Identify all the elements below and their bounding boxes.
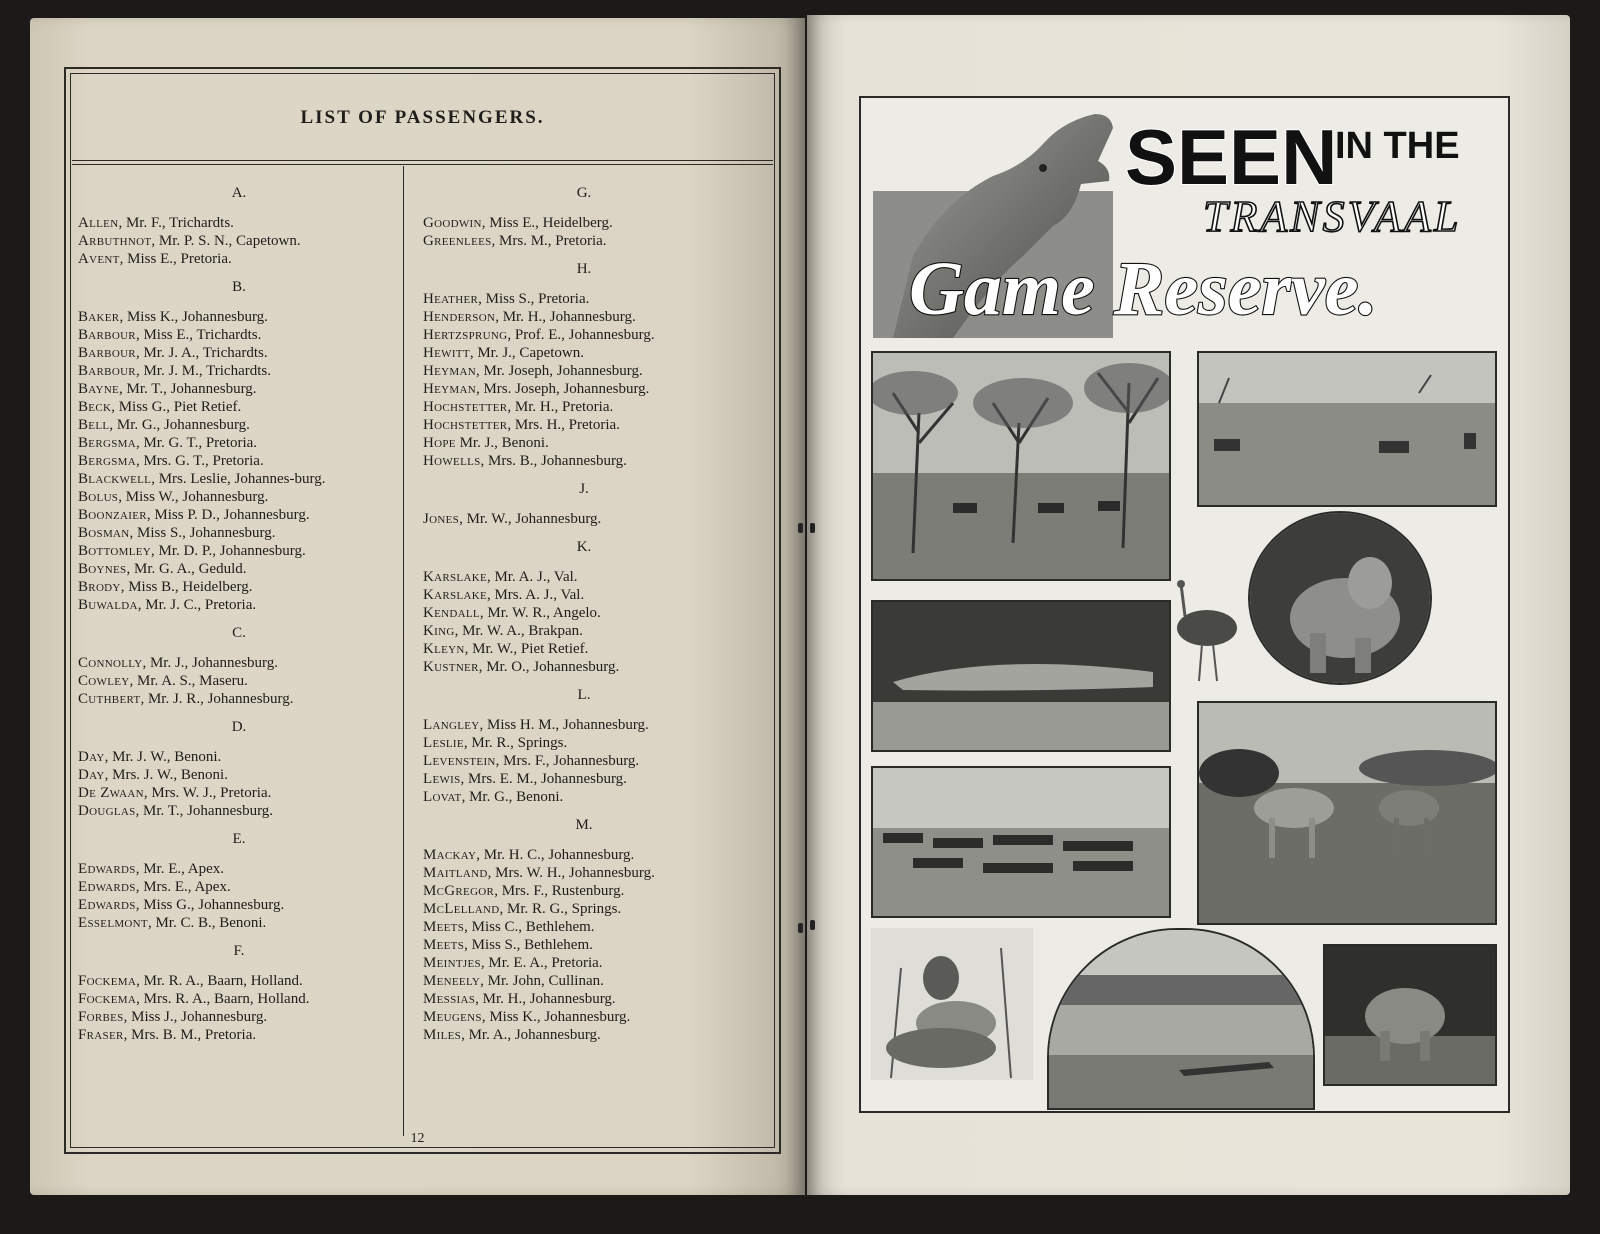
passenger-entry <box>78 560 400 578</box>
passenger-entry <box>423 214 745 232</box>
passenger-entry <box>423 882 745 900</box>
passenger-details: , Miss W., Johannesburg. <box>118 489 269 505</box>
game-reserve-frame <box>859 96 1510 1113</box>
passenger-surname: Barbour <box>78 327 136 343</box>
passenger-details: , Miss P. D., Johannesburg. <box>146 507 310 523</box>
title-in-the: IN THE <box>1335 125 1460 167</box>
passenger-details: , Mr. R. G., Springs. <box>499 901 622 917</box>
letter-group <box>423 184 745 250</box>
passenger-entry <box>423 900 745 918</box>
passenger-surname: Howells <box>423 453 481 469</box>
passenger-surname: Heyman <box>423 381 476 397</box>
passenger-surname: Kendall <box>423 605 480 621</box>
passenger-entry <box>423 990 745 1008</box>
passenger-details: , Miss K., Johannesburg. <box>119 309 268 325</box>
binding-staple <box>798 923 803 933</box>
photo-elephant <box>1323 944 1497 1086</box>
passenger-entry <box>78 990 400 1008</box>
passenger-entry <box>78 748 400 766</box>
passenger-details: , Mr. O., Johannesburg. <box>478 659 620 675</box>
passenger-details: , Mrs. R. A., Baarn, Holland. <box>136 991 310 1007</box>
letter-group <box>78 624 400 708</box>
passenger-surname: Boynes <box>78 561 127 577</box>
photo-zebras <box>1197 351 1497 507</box>
passenger-entry <box>423 864 745 882</box>
passenger-entry <box>78 452 400 470</box>
passenger-entry <box>423 232 745 250</box>
passenger-surname: Leslie <box>423 735 464 751</box>
passenger-surname: Hope <box>423 435 456 451</box>
letter-group <box>423 480 745 528</box>
hippo-eye <box>1039 164 1047 172</box>
passenger-entry <box>78 766 400 784</box>
page-number: 12 <box>410 1131 425 1146</box>
passenger-entry <box>78 250 400 268</box>
passenger-entry <box>423 622 745 640</box>
passenger-entry <box>78 362 400 380</box>
passenger-details: , Mr. P. S. N., Capetown. <box>151 233 301 249</box>
passenger-details: , Mr. C. B., Benoni. <box>147 915 267 931</box>
letter-heading: J. <box>579 481 589 497</box>
passenger-surname: Kleyn <box>423 641 465 657</box>
passenger-surname: Connolly <box>78 655 143 671</box>
passenger-details: , Miss E., Heidelberg. <box>481 215 613 231</box>
passenger-details: , Mrs. B., Johannesburg. <box>480 453 627 469</box>
passenger-details: , Mr. H., Pretoria. <box>507 399 614 415</box>
passenger-surname: Bolus <box>78 489 119 505</box>
letter-group <box>423 260 745 470</box>
passenger-details: , Miss H. M., Johannesburg. <box>479 717 649 733</box>
passenger-details: , Mrs. G. T., Pretoria. <box>135 453 264 469</box>
passenger-surname: Barbour <box>78 345 136 361</box>
passenger-surname: Lovat <box>423 789 462 805</box>
letter-heading: B. <box>232 279 246 295</box>
passenger-surname: Baker <box>78 309 120 325</box>
letter-heading: E. <box>232 831 246 847</box>
passenger-surname: Day <box>78 749 105 765</box>
letter-heading: F. <box>233 943 245 959</box>
passenger-entry <box>423 788 745 806</box>
passenger-details: , Miss S., Pretoria. <box>478 291 590 307</box>
binding-staple <box>810 920 815 930</box>
passenger-entry <box>423 452 745 470</box>
passenger-entry <box>78 542 400 560</box>
passenger-column-right <box>423 174 745 1054</box>
passenger-entry <box>78 690 400 708</box>
passenger-surname: Meneely <box>423 973 481 989</box>
left-page <box>30 18 805 1195</box>
passenger-details: , Miss C., Bethlehem. <box>464 919 595 935</box>
photo-lions <box>871 928 1033 1080</box>
passenger-details: , Mrs. Joseph, Johannesburg. <box>475 381 650 397</box>
passenger-details: , Mr. A. S., Maseru. <box>129 673 248 689</box>
photo-wildebeest-trees <box>871 351 1171 581</box>
title-seen: SEEN <box>1125 113 1338 201</box>
passenger-entry <box>78 1008 400 1026</box>
passenger-entry <box>423 954 745 972</box>
passenger-surname: Cowley <box>78 673 130 689</box>
letter-group <box>423 686 745 806</box>
letter-heading: H. <box>576 261 592 277</box>
passenger-surname: Meets <box>423 919 465 935</box>
passenger-entry <box>78 672 400 690</box>
passenger-details: , Mrs. M., Pretoria. <box>491 233 607 249</box>
passenger-surname: Barbour <box>78 363 136 379</box>
photo-ostrich <box>1167 576 1245 686</box>
passenger-details: , Mrs. F., Johannesburg. <box>495 753 640 769</box>
passenger-details: , Prof. E., Johannesburg. <box>507 327 655 343</box>
passenger-details: , Mrs. Leslie, Johannes-burg. <box>151 471 326 487</box>
passenger-details: , Mr. J. C., Pretoria. <box>137 597 257 613</box>
letter-group <box>423 538 745 676</box>
passenger-surname: McGregor <box>423 883 495 899</box>
passenger-details: , Mr. H., Johannesburg. <box>495 309 636 325</box>
passenger-details: , Mr. A. J., Val. <box>486 569 578 585</box>
passenger-entry <box>78 972 400 990</box>
passenger-entry <box>78 470 400 488</box>
column-divider <box>403 166 404 1136</box>
passenger-surname: Allen <box>78 215 119 231</box>
passenger-details: , Mrs. B. M., Pretoria. <box>123 1027 257 1043</box>
passenger-surname: Miles <box>423 1027 462 1043</box>
passenger-surname: Messias <box>423 991 476 1007</box>
binding-staple <box>798 523 803 533</box>
passenger-details: , Mrs. E., Apex. <box>135 879 231 895</box>
passenger-details: , Miss S., Bethlehem. <box>464 937 593 953</box>
letter-heading: D. <box>231 719 247 735</box>
photo-eland <box>1197 701 1497 925</box>
passenger-surname: McLelland <box>423 901 500 917</box>
passenger-surname: Bergsma <box>78 435 136 451</box>
passenger-details: , Mr. T., Johannesburg. <box>119 381 257 397</box>
passenger-details: , Miss K., Johannesburg. <box>481 1009 631 1025</box>
passenger-details: , Miss B., Heidelberg. <box>120 579 253 595</box>
passenger-surname: Edwards <box>78 897 136 913</box>
passenger-entry <box>423 568 745 586</box>
passenger-entry <box>78 784 400 802</box>
letter-group <box>78 942 400 1044</box>
passenger-entry <box>78 488 400 506</box>
passenger-details: , Miss G., Piet Retief. <box>111 399 242 415</box>
passenger-details: , Mrs. J. W., Benoni. <box>104 767 228 783</box>
passenger-surname: Karslake <box>423 587 487 603</box>
passenger-details: , Mr. T., Johannesburg. <box>135 803 274 819</box>
passenger-surname: Esselmont <box>78 915 148 931</box>
letter-heading: M. <box>575 817 593 833</box>
passenger-entry <box>423 734 745 752</box>
right-page <box>807 15 1570 1195</box>
passenger-surname: Langley <box>423 717 480 733</box>
passenger-details: , Mr. D. P., Johannesburg. <box>151 543 306 559</box>
passenger-entry <box>78 524 400 542</box>
page-title: LIST OF PASSENGERS. <box>300 107 545 128</box>
passenger-details: , Mr. A., Johannesburg. <box>461 1027 601 1043</box>
passenger-surname: Edwards <box>78 861 136 877</box>
passenger-entry <box>423 416 745 434</box>
passenger-surname: Fockema <box>78 991 137 1007</box>
passenger-entry <box>78 802 400 820</box>
passenger-surname: Hochstetter <box>423 417 508 433</box>
passenger-surname: Levenstein <box>423 753 496 769</box>
passenger-entry <box>423 586 745 604</box>
binding-staple <box>810 523 815 533</box>
passenger-details: , Miss J., Johannesburg. <box>123 1009 268 1025</box>
passenger-surname: Blackwell <box>78 471 152 487</box>
passenger-surname: Beck <box>78 399 112 415</box>
title-rule <box>72 160 773 165</box>
passenger-details: , Mr. W., Johannesburg. <box>459 511 602 527</box>
passenger-entry <box>423 846 745 864</box>
letter-heading: L. <box>577 687 591 703</box>
passenger-surname: Meintjes <box>423 955 481 971</box>
passenger-surname: Lewis <box>423 771 461 787</box>
passenger-surname: Karslake <box>423 569 487 585</box>
passenger-surname: Bergsma <box>78 453 136 469</box>
passenger-surname: Hochstetter <box>423 399 508 415</box>
passenger-entry <box>78 398 400 416</box>
passenger-details: , Miss S., Johannesburg. <box>129 525 276 541</box>
passenger-details: , Mrs. W. J., Pretoria. <box>143 785 272 801</box>
passenger-entry <box>78 578 400 596</box>
passenger-details: , Mr. E., Apex. <box>135 861 225 877</box>
passenger-details: , Mr. G. T., Pretoria. <box>135 435 258 451</box>
passenger-entry <box>423 658 745 676</box>
passenger-surname: Kustner <box>423 659 479 675</box>
passenger-details: , Mr. J. A., Trichardts. <box>135 345 268 361</box>
passenger-surname: Edwards <box>78 879 136 895</box>
passenger-details: , Mr. John, Cullinan. <box>480 973 604 989</box>
passenger-entry <box>423 434 745 452</box>
passenger-entry <box>78 232 400 250</box>
passenger-entry <box>423 510 745 528</box>
passenger-surname: Douglas <box>78 803 136 819</box>
passenger-details: , Mr. J., Capetown. <box>469 345 585 361</box>
passenger-details: , Mr. W., Piet Retief. <box>464 641 589 657</box>
passenger-details: , Mr. J. M., Trichardts. <box>135 363 271 379</box>
passenger-entry <box>423 380 745 398</box>
passenger-details: , Mrs. W. H., Johannesburg. <box>487 865 655 881</box>
passenger-entry <box>78 506 400 524</box>
passenger-entry <box>423 326 745 344</box>
passenger-surname: Heyman <box>423 363 476 379</box>
title-banner <box>873 106 1498 338</box>
passenger-entry <box>78 860 400 878</box>
passenger-entry <box>78 1026 400 1044</box>
passenger-entry <box>78 596 400 614</box>
passenger-entry <box>78 344 400 362</box>
letter-heading: C. <box>232 625 246 641</box>
passenger-list-frame <box>64 67 781 1154</box>
letter-heading: G. <box>576 185 592 201</box>
passenger-surname: Goodwin <box>423 215 482 231</box>
passenger-entry <box>423 308 745 326</box>
passenger-entry <box>423 716 745 734</box>
title-transvaal: TRANSVAAL <box>1203 192 1462 241</box>
photo-hippo-round <box>1248 511 1432 685</box>
passenger-surname: Meugens <box>423 1009 482 1025</box>
passenger-surname: Bayne <box>78 381 120 397</box>
passenger-surname: Greenlees <box>423 233 492 249</box>
passenger-entry <box>423 752 745 770</box>
passenger-surname: Arbuthnot <box>78 233 152 249</box>
passenger-entry <box>423 344 745 362</box>
passenger-surname: Avent <box>78 251 120 267</box>
passenger-details: , Mr. H., Johannesburg. <box>475 991 616 1007</box>
passenger-entry <box>78 878 400 896</box>
passenger-entry <box>78 214 400 232</box>
photo-crocodile <box>871 600 1171 752</box>
passenger-entry <box>78 380 400 398</box>
passenger-details: , Mrs. A. J., Val. <box>486 587 585 603</box>
passenger-details: , Mrs. F., Rustenburg. <box>494 883 625 899</box>
passenger-details: , Mr. W. A., Brakpan. <box>454 623 583 639</box>
passenger-entry <box>78 326 400 344</box>
passenger-details: , Miss G., Johannesburg. <box>135 897 285 913</box>
passenger-surname: Forbes <box>78 1009 124 1025</box>
letter-heading: K. <box>576 539 592 555</box>
passenger-surname: Mackay <box>423 847 477 863</box>
passenger-entry <box>423 362 745 380</box>
passenger-details: , Mrs. H., Pretoria. <box>507 417 620 433</box>
passenger-surname: Fockema <box>78 973 137 989</box>
passenger-entry <box>78 914 400 932</box>
passenger-entry <box>423 640 745 658</box>
passenger-entry <box>78 308 400 326</box>
passenger-entry <box>423 290 745 308</box>
passenger-surname: Hewitt <box>423 345 470 361</box>
passenger-details: , Miss E., Pretoria. <box>119 251 232 267</box>
passenger-surname: Brody <box>78 579 121 595</box>
letter-group <box>78 718 400 820</box>
passenger-surname: Cuthbert <box>78 691 141 707</box>
letter-group <box>78 278 400 614</box>
photo-wildebeest-herd <box>871 766 1171 918</box>
passenger-details: , Mr. F., Trichardts. <box>118 215 234 231</box>
passenger-entry <box>423 936 745 954</box>
passenger-details: , Mrs. E. M., Johannesburg. <box>460 771 627 787</box>
passenger-surname: De Zwaan <box>78 785 144 801</box>
passenger-surname: Buwalda <box>78 597 138 613</box>
passenger-details: , Mr. H. C., Johannesburg. <box>476 847 635 863</box>
passenger-surname: Bosman <box>78 525 130 541</box>
letter-heading: A. <box>231 185 247 201</box>
passenger-entry <box>423 770 745 788</box>
passenger-details: , Mr. R., Springs. <box>463 735 568 751</box>
passenger-entry <box>423 1026 745 1044</box>
passenger-surname: Henderson <box>423 309 496 325</box>
passenger-surname: Heather <box>423 291 479 307</box>
passenger-details: , Miss E., Trichardts. <box>135 327 262 343</box>
passenger-details: , Mr. R. A., Baarn, Holland. <box>136 973 303 989</box>
passenger-details: , Mr. G. A., Geduld. <box>126 561 247 577</box>
passenger-details: , Mr. G., Johannesburg. <box>109 417 250 433</box>
passenger-details: Mr. J., Benoni. <box>455 435 549 451</box>
passenger-details: , Mr. G., Benoni. <box>461 789 564 805</box>
passenger-surname: Boonzaier <box>78 507 147 523</box>
letter-group <box>423 816 745 1044</box>
passenger-entry <box>423 1008 745 1026</box>
passenger-entry <box>78 416 400 434</box>
passenger-entry <box>423 604 745 622</box>
passenger-details: , Mr. J. R., Johannesburg. <box>140 691 294 707</box>
passenger-entry <box>78 434 400 452</box>
passenger-surname: Jones <box>423 511 460 527</box>
passenger-surname: Day <box>78 767 105 783</box>
letter-group <box>78 830 400 932</box>
passenger-entry <box>78 654 400 672</box>
passenger-details: , Mr. J., Johannesburg. <box>142 655 279 671</box>
passenger-column-left <box>78 174 400 1054</box>
passenger-details: , Mr. Joseph, Johannesburg. <box>475 363 643 379</box>
passenger-surname: Bell <box>78 417 110 433</box>
passenger-details: , Mr. E. A., Pretoria. <box>480 955 603 971</box>
passenger-surname: Hertzsprung <box>423 327 508 343</box>
passenger-entry <box>423 972 745 990</box>
passenger-details: , Mr. W. R., Angelo. <box>479 605 601 621</box>
passenger-surname: Bottomley <box>78 543 151 559</box>
passenger-surname: King <box>423 623 455 639</box>
passenger-details: , Mr. J. W., Benoni. <box>104 749 222 765</box>
passenger-entry <box>423 918 745 936</box>
passenger-surname: Meets <box>423 937 465 953</box>
letter-group <box>78 184 400 268</box>
passenger-surname: Fraser <box>78 1027 124 1043</box>
photo-river-crocodile <box>1047 928 1315 1110</box>
passenger-entry <box>78 896 400 914</box>
passenger-surname: Maitland <box>423 865 488 881</box>
title-game-reserve: Game Reserve. <box>909 247 1378 331</box>
passenger-entry <box>423 398 745 416</box>
